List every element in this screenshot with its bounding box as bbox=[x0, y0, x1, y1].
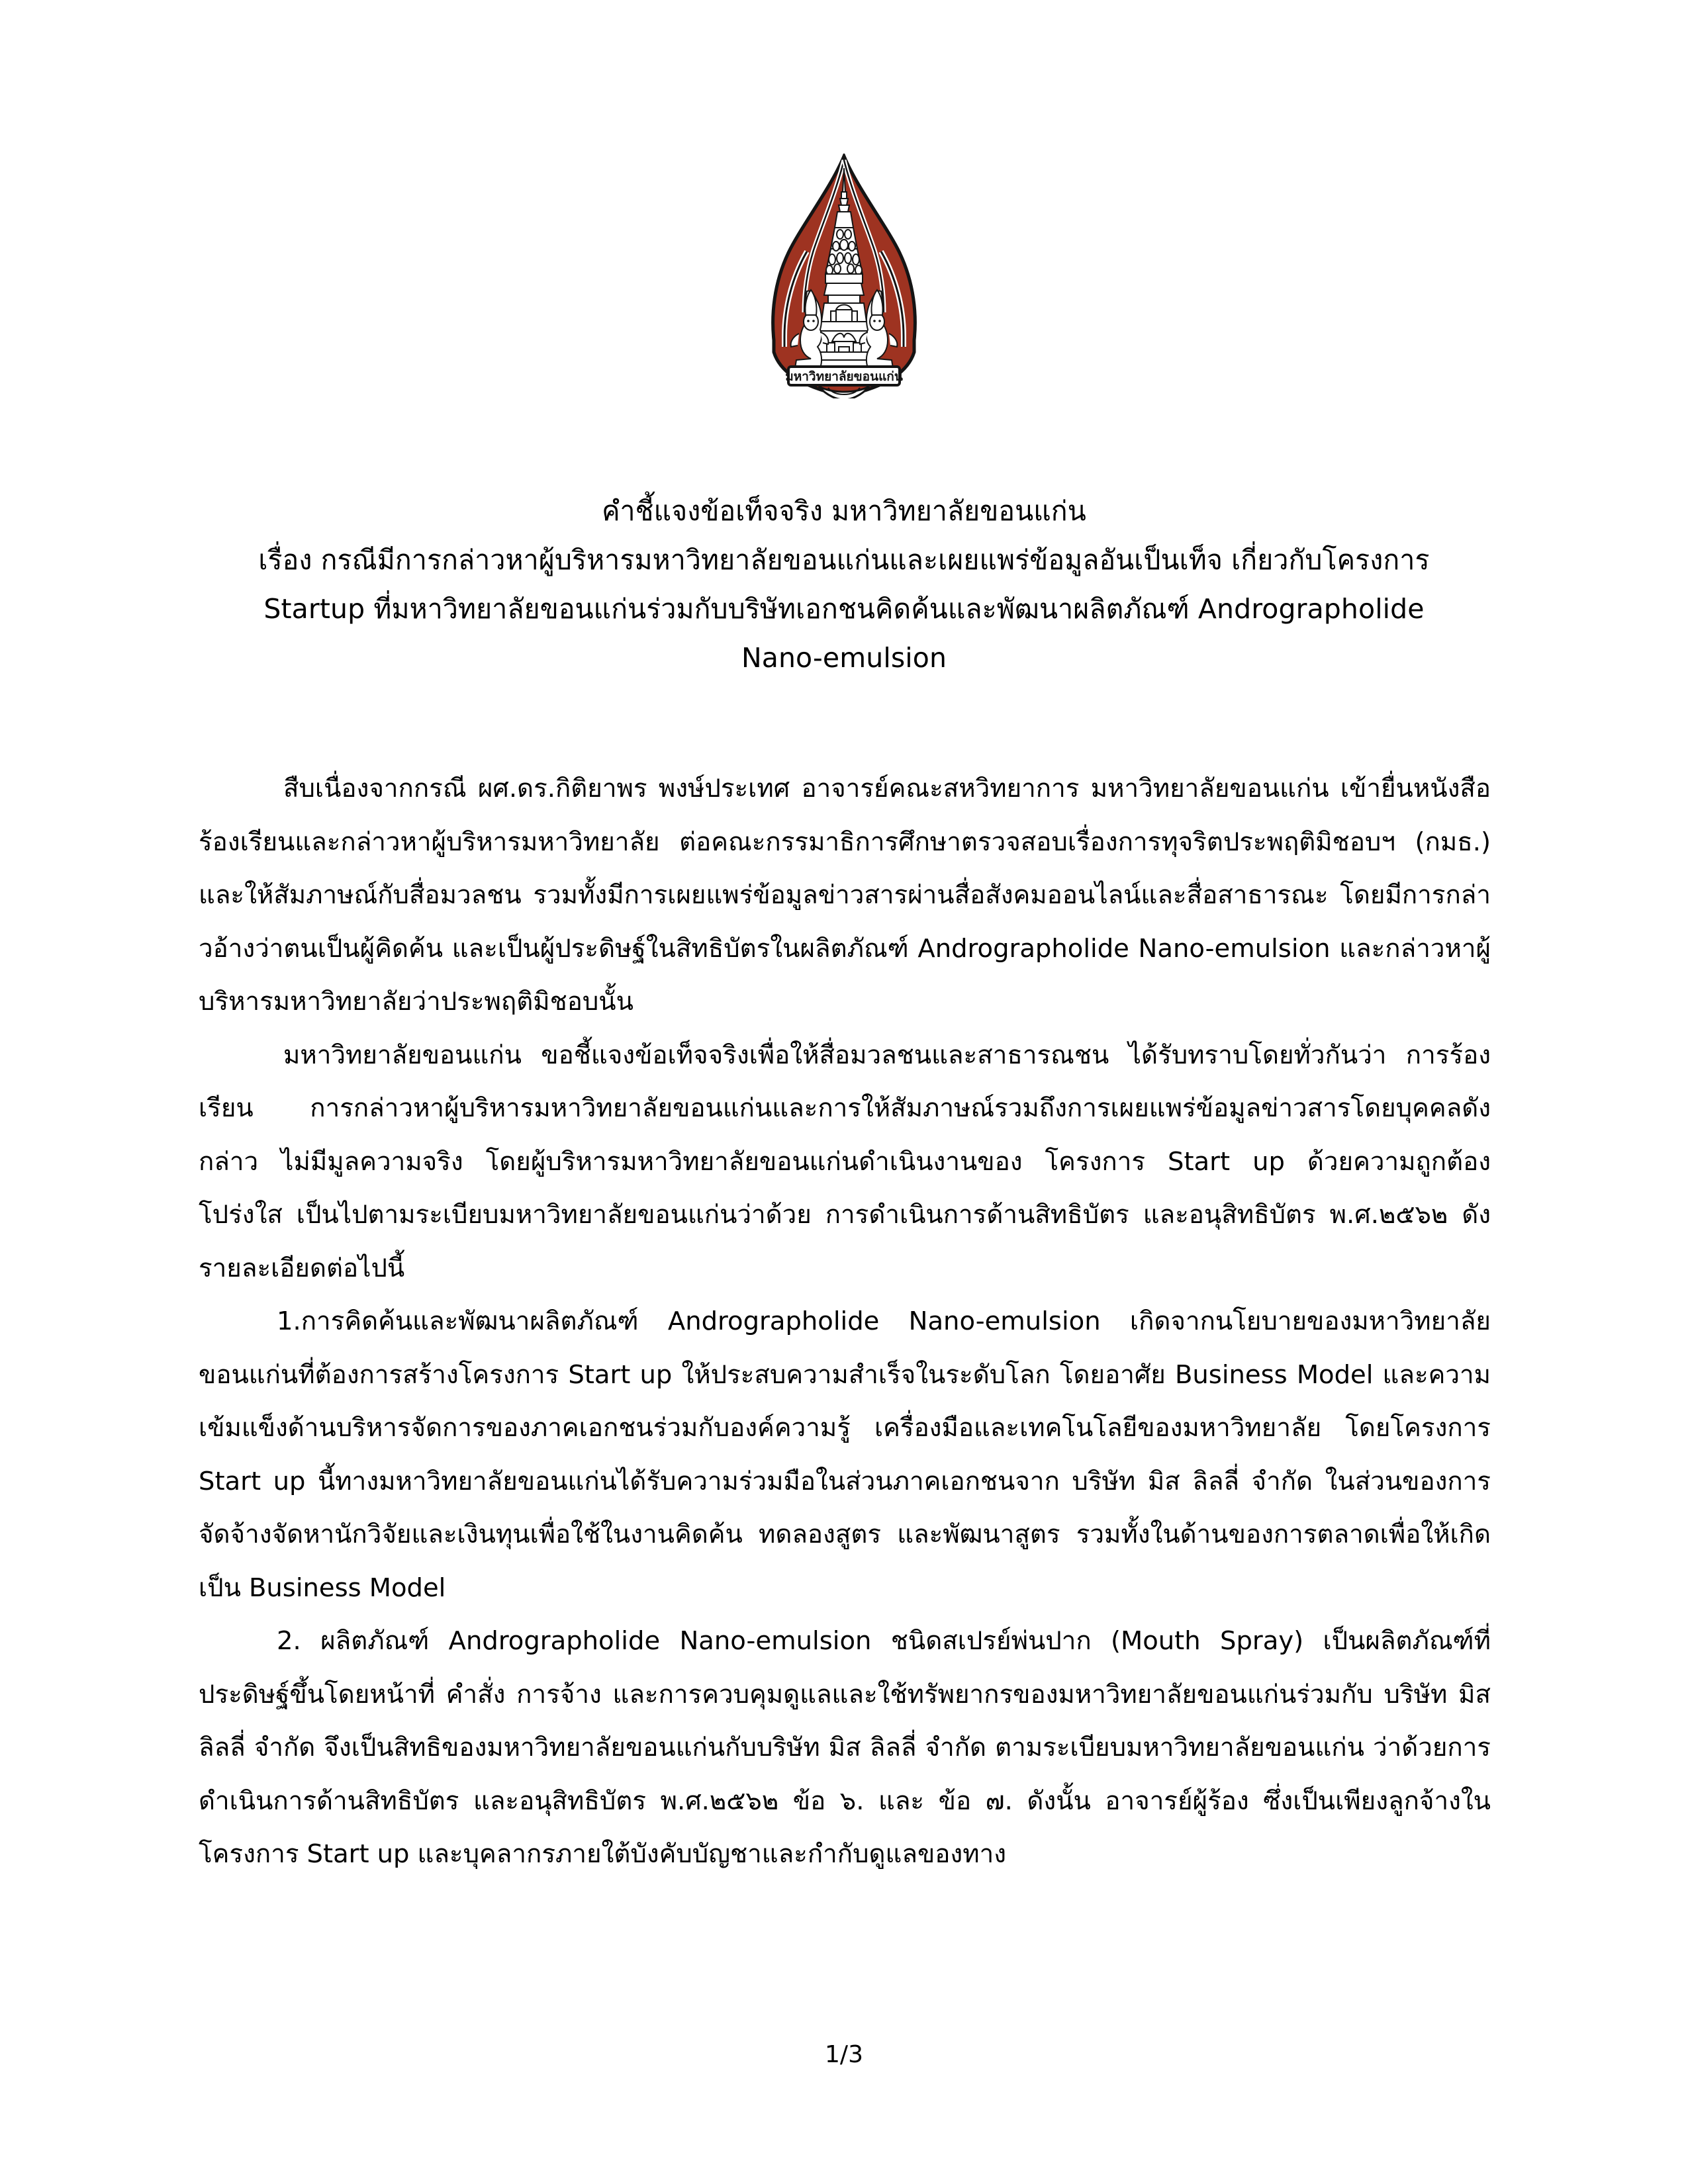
page-number-footer: 1/3 bbox=[825, 2041, 863, 2068]
logo-container bbox=[0, 154, 1688, 398]
body-paragraph-2: มหาวิทยาลัยขอนแก่น ขอชี้แจงข้อเท็จจริงเพื่อให้สื่อมวลชนและสาธารณชน ได้รับทราบโดยทั่วกันว่า การร้องเรียน การกล่าวหาผู้บริหารมหาวิทยาลัยขอนแก่นและการให้สัมภาษณ์รวมถึงการเผยแพร่ข้อมูลข่าวสารโดยบุคคลดังกล่าว ไม่มีมูลความจริง โดยผู้บริหารมหาวิทยาลัยขอนแก่นดำเนินงานของ โครงการ Start up ด้วยความถูกต้อง โปร่งใส เป็นไปตามระเบียบมหาวิทยาลัยขอนแก่นว่าด้วย การดำเนินการด้านสิทธิบัตร และอนุสิทธิบัตร พ.ศ.๒๕๖๒ ดังรายละเอียดต่อไปนี้ bbox=[199, 1040, 1491, 1283]
body-paragraph-4-item-2: 2. ผลิตภัณฑ์ Andrographolide Nano-emulsion ชนิดสเปรย์พ่นปาก (Mouth Spray) เป็นผลิตภัณฑ์ที่ประดิษฐ์ขึ้นโดยหน้าที่ คำสั่ง การจ้าง และการควบคุมดูแลและใช้ทรัพยากรของมหาวิทยาลัยขอนแก่นร่วมกับ บริษัท มิส ลิลลี่ จำกัด จึงเป็นสิทธิของมหาวิทยาลัยขอนแก่นกับบริษัท มิส ลิลลี่ จำกัด ตามระเบียบมหาวิทยาลัยขอนแก่น ว่าด้วยการดำเนินการด้านสิทธิบัตร และอนุสิทธิบัตร พ.ศ.๒๕๖๒ ข้อ ๖. และ ข้อ ๗. ดังนั้น อาจารย์ผู้ร้อง ซึ่งเป็นเพียงลูกจ้างในโครงการ Start up และบุคลากรภายใต้บังคับบัญชาและกำกับดูแลของทาง bbox=[199, 1626, 1491, 1869]
khon-kaen-university-emblem-icon bbox=[758, 154, 930, 398]
title-line-4: Nano-emulsion bbox=[741, 642, 947, 674]
body-paragraph-1: สืบเนื่องจากกรณี ผศ.ดร.กิติยาพร พงษ์ประเทศ อาจารย์คณะสหวิทยาการ มหาวิทยาลัยขอนแก่น เข้ายื่นหนังสือร้องเรียนและกล่าวหาผู้บริหารมหาวิทยาลัย ต่อคณะกรรมาธิการศึกษาตรวจสอบเรื่องการทุจริตประพฤติมิชอบฯ (กมธ.) และให้สัมภาษณ์กับสื่อมวลชน รวมทั้งมีการเผยแพร่ข้อมูลข่าวสารผ่านสื่อสังคมออนไลน์และสื่อสาธารณะ โดยมีการกล่าวอ้างว่าตนเป็นผู้คิดค้น และเป็นผู้ประดิษฐ์ในสิทธิบัตรในผลิตภัณฑ์ Andrographolide Nano-emulsion และกล่าวหาผู้บริหารมหาวิทยาลัยว่าประพฤติมิชอบนั้น bbox=[199, 774, 1491, 1017]
title-line-3: Startup ที่มหาวิทยาลัยขอนแก่นร่วมกับบริษัทเอกชนคิดค้นและพัฒนาผลิตภัณฑ์ Andrographolide bbox=[263, 593, 1425, 625]
document-body bbox=[199, 762, 1491, 1882]
title-line-1: คำชี้แจงข้อเท็จจริง มหาวิทยาลัยขอนแก่น bbox=[602, 495, 1086, 527]
body-paragraph-3-item-1: 1.การคิดค้นและพัฒนาผลิตภัณฑ์ Andrographolide Nano-emulsion เกิดจากนโยบายของมหาวิทยาลัยขอนแก่นที่ต้องการสร้างโครงการ Start up ให้ประสบความสำเร็จในระดับโลก โดยอาศัย Business Model และความเข้มแข็งด้านบริหารจัดการของภาคเอกชนร่วมกับองค์ความรู้ เครื่องมือและเทคโนโลยีของมหาวิทยาลัย โดยโครงการ Start up นี้ทางมหาวิทยาลัยขอนแก่นได้รับความร่วมมือในส่วนภาคเอกชนจาก บริษัท มิส ลิลลี่ จำกัด ในส่วนของการจัดจ้างจัดหานักวิจัยและเงินทุนเพื่อใช้ในงานคิดค้น ทดลองสูตร และพัฒนาสูตร รวมทั้งในด้านของการตลาดเพื่อให้เกิดเป็น Business Model bbox=[199, 1306, 1491, 1603]
title-line-2: เรื่อง กรณีมีการกล่าวหาผู้บริหารมหาวิทยาลัยขอนแก่นและเผยแพร่ข้อมูลอันเป็นเท็จ เกี่ยวกับโครงการ bbox=[258, 544, 1430, 576]
document-title-block bbox=[199, 486, 1489, 682]
logo-banner-text: มหาวิทยาลัยขอนแก่น bbox=[785, 369, 903, 384]
